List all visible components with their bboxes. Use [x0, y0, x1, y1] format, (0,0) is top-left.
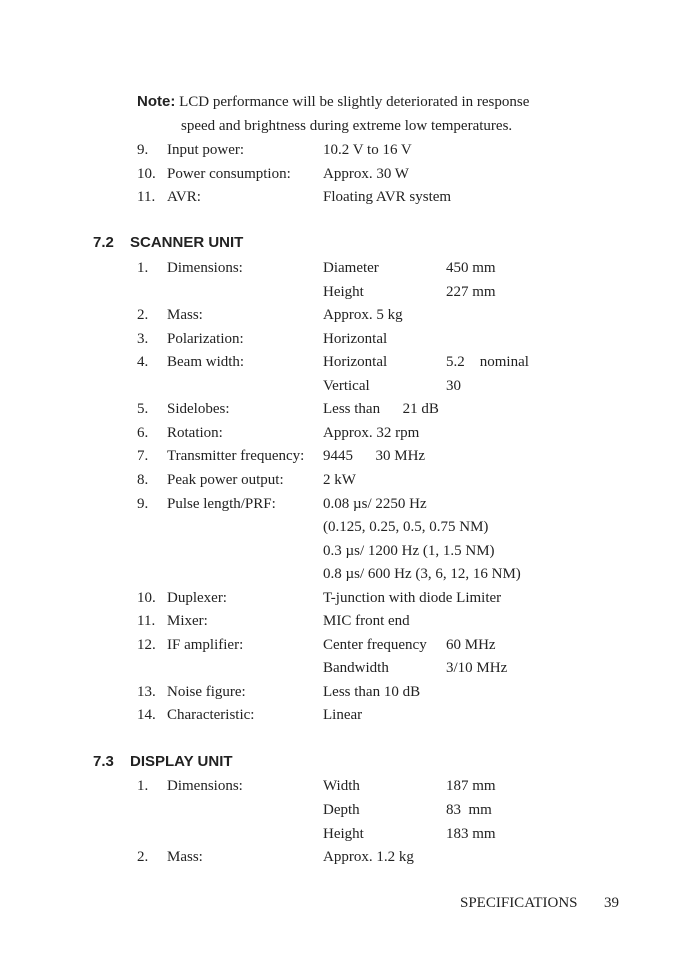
spec-number: 6.	[137, 424, 149, 441]
spec-number: 1.	[137, 260, 149, 276]
spec-value: 0.08 µs/ 2250 Hz	[323, 495, 427, 512]
spec-value: Depth	[323, 801, 360, 818]
spec-number: 10.	[137, 589, 156, 606]
spec-label: Pulse length/PRF:	[167, 495, 276, 512]
spec-number: 10.	[137, 165, 156, 182]
spec-label: Characteristic:	[167, 707, 255, 724]
spec-value: Bandwidth	[323, 660, 389, 677]
footer-section: SPECIFICATIONS	[460, 895, 578, 911]
spec-number: 2.	[137, 849, 149, 866]
spec-number: 12.	[137, 636, 156, 653]
spec-label: Transmitter frequency:	[167, 448, 305, 465]
spec-value-secondary: 60 MHz	[446, 636, 496, 653]
spec-label: Dimensions:	[167, 778, 243, 794]
spec-label: Input power:	[167, 142, 245, 158]
spec-label: Peak power output:	[167, 471, 284, 488]
note-text-2: speed and brightness during extreme low temperatures.	[181, 118, 513, 134]
spec-value-secondary: 227 mm	[446, 283, 496, 300]
spec-value: Approx. 30 W	[323, 165, 409, 182]
section-heading-display	[93, 753, 233, 771]
spec-value: Horizontal	[323, 330, 388, 347]
spec-value: Floating AVR system	[323, 189, 452, 205]
spec-number: 2.	[137, 307, 149, 324]
spec-number: 11.	[137, 189, 156, 205]
spec-value: Approx. 1.2 kg	[323, 849, 414, 866]
spec-value: Diameter	[323, 260, 379, 276]
spec-label: Rotation:	[167, 424, 223, 441]
note-line-1	[137, 93, 529, 111]
spec-value: Height	[323, 825, 364, 842]
section-heading-scanner	[93, 234, 244, 252]
spec-number: 1.	[137, 778, 149, 794]
spec-number: 11.	[137, 613, 156, 630]
spec-value: 2 kW	[323, 471, 356, 488]
spec-value: MIC front end	[323, 613, 410, 630]
spec-number: 5.	[137, 401, 149, 418]
spec-label: AVR:	[167, 189, 201, 205]
spec-label: IF amplifier:	[167, 636, 244, 653]
note-label: Note:	[137, 93, 176, 110]
spec-value-secondary: 183 mm	[446, 825, 496, 842]
spec-value: Center frequency	[323, 636, 427, 653]
note-text-1: LCD performance will be slightly deteriorated in response	[179, 94, 530, 110]
spec-value: Height	[323, 283, 364, 300]
spec-number: 13.	[137, 683, 156, 700]
spec-value: (0.125, 0.25, 0.5, 0.75 NM)	[323, 519, 489, 536]
spec-value: Horizontal	[323, 354, 388, 371]
spec-value: 10.2 V to 16 V	[323, 142, 412, 158]
spec-label: Noise figure:	[167, 683, 246, 700]
spec-value-secondary: 187 mm	[446, 778, 496, 794]
spec-value: 0.8 µs/ 600 Hz (3, 6, 12, 16 NM)	[323, 566, 521, 583]
section-number: 7.2	[93, 234, 114, 251]
spec-number: 7.	[137, 448, 149, 465]
spec-value: Approx. 5 kg	[323, 307, 403, 324]
spec-value-secondary: 5.2 nominal	[446, 354, 529, 371]
section-number: 7.3	[93, 753, 114, 770]
section-title: SCANNER UNIT	[130, 234, 244, 251]
spec-label: Power consumption:	[167, 165, 291, 182]
spec-value: Approx. 32 rpm	[323, 424, 420, 441]
spec-label: Mass:	[167, 849, 203, 866]
page-footer	[460, 894, 619, 912]
spec-number: 4.	[137, 354, 149, 371]
spec-value: 9445 30 MHz	[323, 448, 426, 465]
spec-value: T-junction with diode Limiter	[323, 589, 502, 606]
spec-value-secondary: 3/10 MHz	[446, 660, 508, 677]
spec-value-secondary: 83 mm	[446, 801, 492, 818]
spec-value-secondary: 30	[446, 377, 461, 394]
spec-label: Polarization:	[167, 330, 244, 347]
spec-value: 0.3 µs/ 1200 Hz (1, 1.5 NM)	[323, 542, 495, 559]
spec-value: Less than 21 dB	[323, 401, 439, 418]
spec-number: 3.	[137, 330, 149, 347]
page-number: 39	[604, 895, 619, 911]
spec-value-secondary: 450 mm	[446, 260, 496, 276]
spec-value: Linear	[323, 707, 363, 724]
spec-label: Mass:	[167, 307, 203, 324]
note-line-2	[181, 117, 512, 135]
spec-value: Width	[323, 778, 360, 794]
spec-label: Beam width:	[167, 354, 245, 371]
spec-label: Dimensions:	[167, 260, 243, 276]
spec-number: 14.	[137, 707, 156, 724]
spec-number: 8.	[137, 471, 149, 488]
spec-number: 9.	[137, 142, 149, 158]
spec-label: Mixer:	[167, 613, 208, 630]
spec-value: Vertical	[323, 377, 370, 394]
spec-label: Sidelobes:	[167, 401, 230, 418]
spec-number: 9.	[137, 495, 149, 512]
section-title: DISPLAY UNIT	[130, 753, 233, 770]
spec-value: Less than 10 dB	[323, 683, 421, 700]
spec-label: Duplexer:	[167, 589, 227, 606]
